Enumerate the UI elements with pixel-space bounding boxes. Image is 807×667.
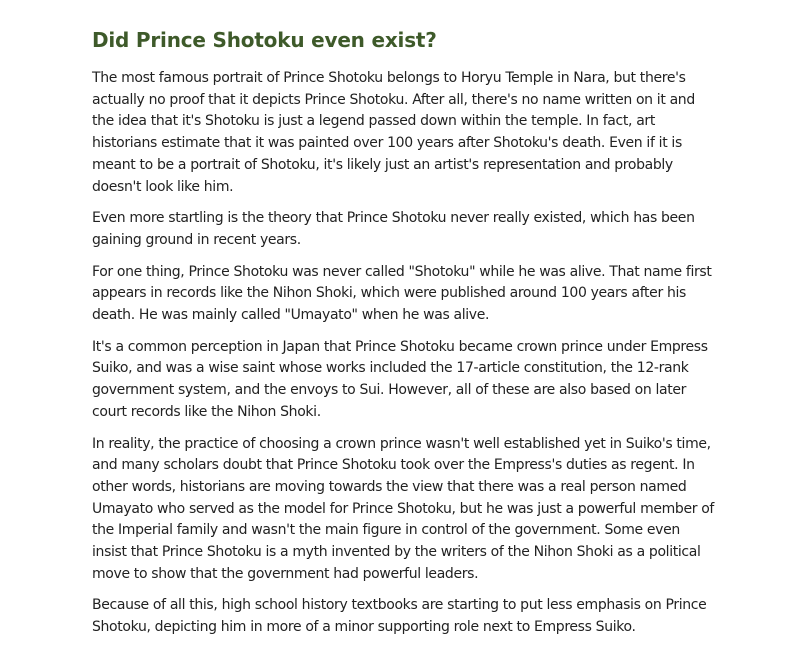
article	[92, 25, 718, 649]
article-paragraph-2: Even more startling is the theory that Prince Shotoku never really existed, which has been gaining ground in recent years.	[92, 210, 695, 248]
article-paragraph-1: The most famous portrait of Prince Shotoku belongs to Horyu Temple in Nara, but there's actually no proof that it depicts Prince Shotoku. After all, there's no name written on it and the idea that it's Shotoku is just a legend passed down within the temple. In fact, art historians estimate that it was painted over 100 years after Shotoku's death. Even if it is meant to be a portrait of Shotoku, it's likely just an artist's representation and probably doesn't look like him.	[92, 70, 695, 195]
article-title: Did Prince Shotoku even exist?	[92, 28, 437, 52]
article-paragraph-3: For one thing, Prince Shotoku was never called "Shotoku" while he was alive. That name first appears in records like the Nihon Shoki, which were published around 100 years after his death. He was mainly called "Umayato" when he was alive.	[92, 263, 712, 324]
article-paragraph-5: In reality, the practice of choosing a crown prince wasn't well established yet in Suiko's time, and many scholars doubt that Prince Shotoku took over the Empress's duties as regent. In other words, historians are moving towards the view that there was a real person named Umayato who served as the model for Prince Shotoku, but he was just a powerful member of the Imperial family and wasn't the main figure in control of the government. Some even insist that Prince Shotoku is a myth invented by the writers of the Nihon Shoki as a political move to show that the government had powerful leaders.	[92, 435, 715, 582]
article-paragraph-4: It's a common perception in Japan that Prince Shotoku became crown prince under Empress Suiko, and was a wise saint whose works included the 17-article constitution, the 12-rank government system, and the envoys to Sui. However, all of these are also based on later court records like the Nihon Shoki.	[92, 338, 708, 420]
article-paragraph-6: Because of all this, high school history textbooks are starting to put less emphasis on Prince Shotoku, depicting him in more of a minor supporting role next to Empress Suiko.	[92, 597, 707, 636]
